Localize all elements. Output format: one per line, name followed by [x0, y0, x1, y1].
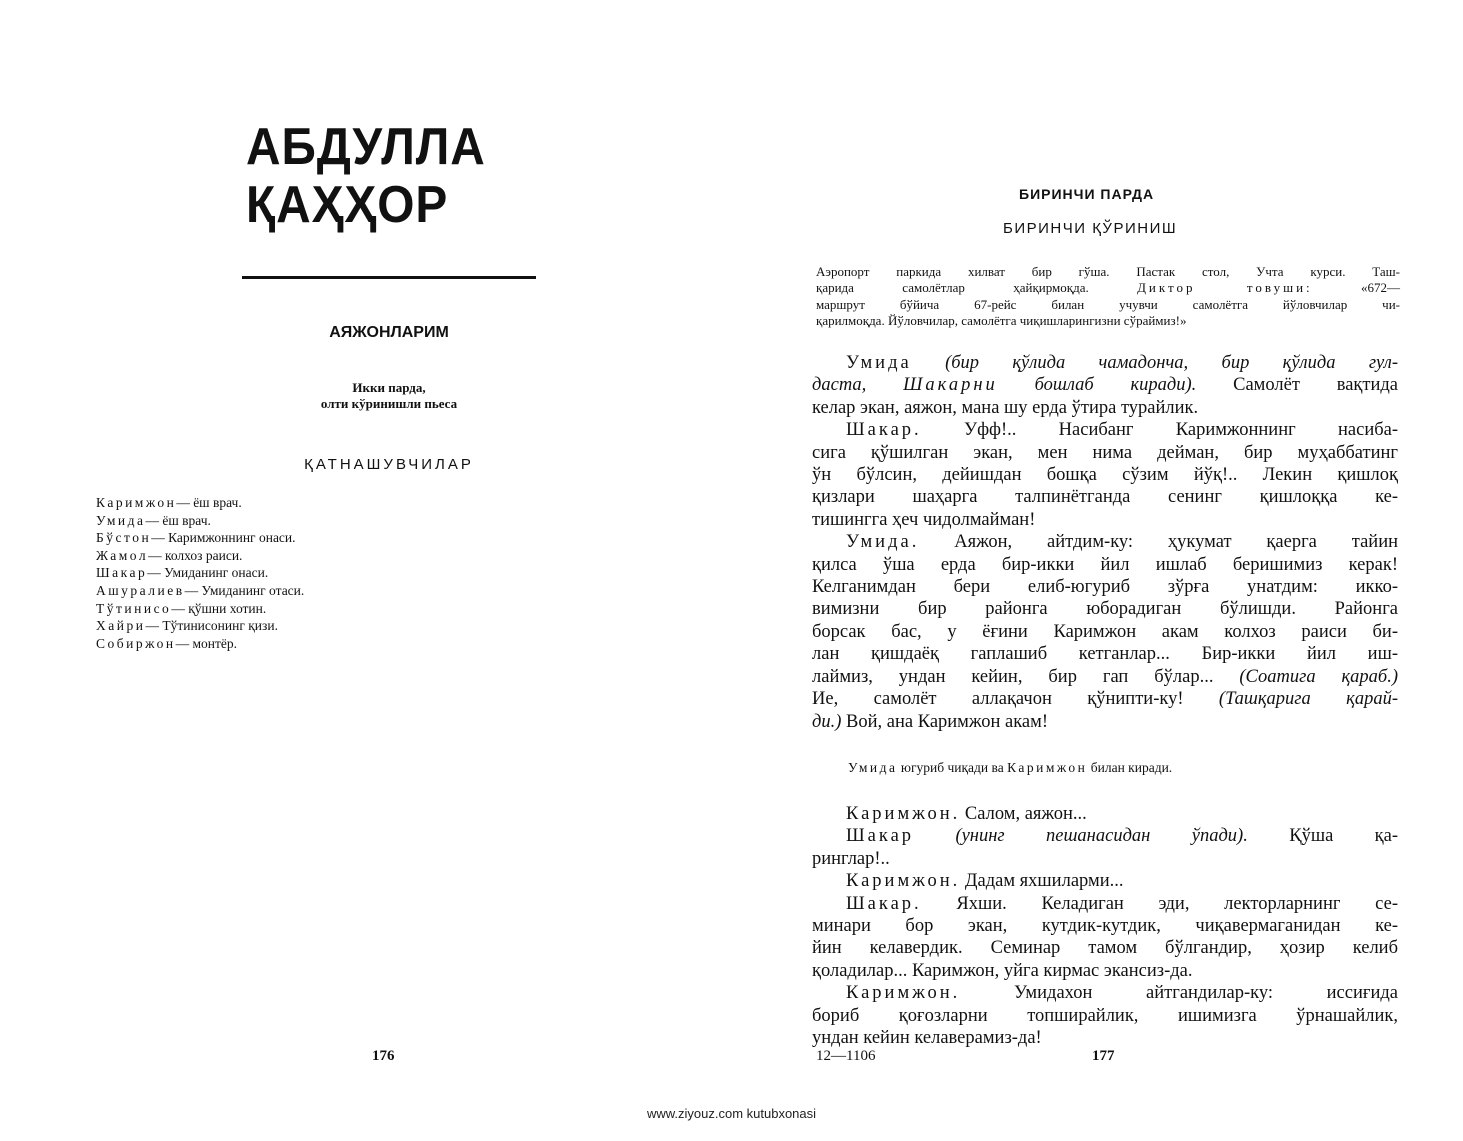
- dialogue-line: [812, 374, 1398, 396]
- cast-role: — Каримжоннинг онаси.: [151, 530, 296, 546]
- stage-name: Умида: [848, 759, 898, 775]
- speech: Қўша қа-: [1289, 826, 1399, 847]
- cast-role: — колхоз раиси.: [148, 547, 243, 563]
- speech: Уфф!.. Насибанг Каримжоннинг насиба-: [963, 420, 1399, 441]
- dialogue-line: [812, 666, 1398, 688]
- stage-direction-inline: [812, 757, 1398, 779]
- dialogue-line: [812, 825, 1398, 847]
- stage-text: югуриб чиқади ва: [900, 759, 1004, 775]
- cast-item: [96, 547, 304, 565]
- cast-item: [96, 494, 304, 512]
- cast-name: Тўтинисо: [96, 600, 172, 616]
- dialogue-line: [812, 711, 1398, 733]
- speaker-name: Каримжон.: [846, 871, 961, 892]
- cast-item: [96, 635, 304, 653]
- speech: лаймиз, ундан кейин, бир гап бўлар...: [812, 666, 1214, 687]
- dialogue-line: тишингга ҳеч чидолмайман!: [812, 509, 1036, 530]
- cast-role: — монтёр.: [175, 635, 237, 651]
- remark: (унинг пешанасидан ўпади).: [955, 826, 1248, 847]
- genre-subtitle: [242, 380, 536, 412]
- dialogue-line: [812, 352, 1398, 374]
- author-name: [246, 118, 486, 234]
- stage-announcer: Диктор товуши:: [1137, 280, 1313, 296]
- remark-name: Шакарни: [903, 375, 998, 396]
- printer-signature: 12—1106: [816, 1048, 876, 1064]
- cast-role: — ёш врач.: [176, 495, 242, 510]
- stage-text: «672—: [1361, 280, 1401, 296]
- dialogue-line: [812, 870, 1398, 892]
- spacer: [812, 779, 1398, 803]
- stage-line: Аэропорт паркида хилват бир гўша. Пастак стол, Учта курси. Таш-: [816, 264, 1400, 279]
- dialogue-line: қизлари шаҳарга талпинётганда сенинг қишлоққа ке-: [812, 487, 1398, 508]
- page-number-left: 176: [372, 1048, 395, 1064]
- dialogue-line: ўн бўлсин, дейишдан бошқа сўзим йўқ!.. Лекин қишлоқ: [812, 465, 1398, 486]
- scene-title: БИРИНЧИ ҚЎРИНИШ: [1003, 220, 1178, 237]
- spacer: [812, 733, 1398, 757]
- speech: Самолёт вақтида: [1233, 375, 1399, 396]
- cast-role: — қўшни хотин.: [171, 600, 267, 616]
- speaker-name: Умида.: [846, 532, 920, 553]
- cast-item: [96, 582, 304, 600]
- cast-item: [96, 529, 304, 547]
- stage-line: қарилмоқда. Йўловчилар, самолётга чиқишларингизни сўраймиз!»: [816, 313, 1187, 329]
- title-divider: [242, 276, 536, 279]
- speaker-name: Шакар: [846, 826, 915, 847]
- stage-line: маршрут бўйича 67-рейс билан учувчи самолётга йўловчилар чи-: [816, 296, 1400, 312]
- cast-item: [96, 600, 304, 618]
- cast-item: [96, 617, 304, 635]
- dialogue-line: ундан кейин келаверамиз-да!: [812, 1027, 1042, 1048]
- speech: Дадам яхшиларми...: [964, 871, 1124, 892]
- speaker-name: Шакар.: [846, 893, 922, 914]
- dialogue-line: қилса ўша ерда бир-икки йил ишлаб беришимиз керак!: [812, 554, 1398, 575]
- dialogue-line: [812, 803, 1398, 825]
- dialogue-line: бориб қоғозларни топширайлик, ишимизга ўрнашайлик,: [812, 1005, 1398, 1026]
- remark: ди.): [812, 711, 842, 732]
- dialogue-line: вимизни бир районга юборадиган бўлишди. Районга: [812, 599, 1398, 620]
- footer-watermark: www.ziyouz.com kutubxonasi: [646, 1106, 817, 1121]
- cast-role: — Умиданинг онаси.: [147, 565, 269, 581]
- right-page: [800, 0, 1420, 1100]
- stage-name: Каримжон: [1007, 759, 1088, 775]
- remark: (Ташқарига қарай-: [1218, 689, 1398, 710]
- cast-name: Ашуралиев: [96, 582, 185, 598]
- cast-name: Умида: [96, 512, 146, 528]
- speech: Салом, аяжон...: [964, 803, 1087, 824]
- speaker-name: Каримжон.: [846, 983, 961, 1004]
- cast-name: Бўстон: [96, 530, 152, 546]
- stage-line: [816, 280, 1400, 296]
- act-title: БИРИНЧИ ПАРДА: [1019, 186, 1155, 202]
- cast-role: — Умиданинг отаси.: [184, 582, 305, 598]
- speech: Яхши. Келадиган эди, лекторларнинг се-: [956, 893, 1398, 914]
- genre-line-2: олти кўринишли пьеса: [320, 396, 458, 411]
- stage-text: билан киради.: [1090, 759, 1173, 775]
- genre-line-1: Икки парда,: [352, 380, 426, 395]
- author-first-name: АБДУЛЛА: [246, 118, 486, 176]
- cast-role: — Тўтинисонинг қизи.: [145, 618, 278, 634]
- cast-item: [96, 512, 304, 530]
- cast-name: Каримжон: [96, 495, 177, 510]
- remark: даста,: [812, 375, 867, 396]
- dialogue-line: [812, 531, 1398, 553]
- speech: Аяжон, айтдим-ку: ҳукумат қаерга тайин: [954, 532, 1398, 553]
- stage-text: қарида самолётлар ҳайқирмоқда.: [816, 280, 1089, 296]
- dialogue-line: борсак бас, у ёғини Каримжон акам колхоз раиси би-: [812, 621, 1398, 642]
- remark: (Соатига қараб.): [1239, 666, 1399, 687]
- play-title: АЯЖОНЛАРИМ: [329, 324, 449, 341]
- cast-name: Жамол: [96, 547, 149, 563]
- dialogue-line: [812, 893, 1398, 915]
- left-page: [0, 0, 720, 1100]
- speaker-name: Умида: [846, 353, 912, 373]
- dialogue-line: минари бор экан, кутдик-кутдик, чиқавермаганидан ке-: [812, 915, 1398, 936]
- speech: Умидахон айтгандилар-ку: иссиғида: [1013, 983, 1398, 1004]
- remark: (бир қўлида чамадонча, бир қўлида гул-: [945, 353, 1398, 373]
- dialogue-line: лан қишдаёқ гаплашиб кетганлар... Бир-икки йил иш-: [812, 644, 1398, 665]
- dialogue-line: сига қўшилган экан, мен нима дейман, бир муҳаббатинг: [812, 442, 1398, 463]
- cast-name: Хайри: [96, 618, 146, 634]
- dialogue-line: қоладилар... Каримжон, уйга кирмас экансиз-да.: [812, 960, 1193, 981]
- author-last-name: ҚАҲҲОР: [246, 176, 449, 234]
- dialogue-line: йин келавердик. Семинар тамом бўлгандир, ҳозир келиб: [812, 938, 1398, 959]
- dialogue-line: келар экан, аяжон, мана шу ерда ўтира турайлик.: [812, 397, 1199, 418]
- speaker-name: Шакар.: [846, 420, 922, 441]
- dialogue-line: ринглар!..: [812, 848, 890, 869]
- remark: бошлаб киради).: [1034, 375, 1197, 396]
- cast-name: Собиржон: [96, 635, 176, 651]
- dialogue-line: [812, 419, 1398, 441]
- dialogue: [812, 352, 1398, 1049]
- dialogue-line: [812, 982, 1398, 1004]
- cast-list: [96, 494, 304, 652]
- dialogue-line: [812, 688, 1398, 710]
- cast-item: [96, 564, 304, 582]
- speech: Ие, самолёт аллақачон қўнипти-ку!: [812, 689, 1184, 710]
- page-number-right: 177: [1092, 1048, 1115, 1064]
- cast-name: Шакар: [96, 565, 148, 581]
- stage-direction: [816, 264, 1400, 330]
- speaker-name: Каримжон.: [846, 803, 961, 824]
- cast-heading: ҚАТНАШУВЧИЛАР: [304, 456, 474, 473]
- dialogue-line: Келганимдан бери елиб-югуриб зўрға унатдим: икко-: [812, 577, 1398, 598]
- speech: Вой, ана Каримжон акам!: [846, 711, 1048, 732]
- cast-role: — ёш врач.: [145, 512, 211, 528]
